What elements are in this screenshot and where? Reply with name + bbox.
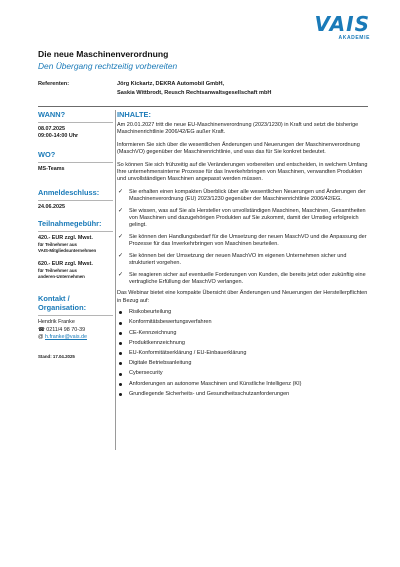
list-item: Anforderungen an autonome Maschinen und Künstliche Intelligenz (KI) bbox=[117, 381, 369, 388]
event-location: MS-Teams bbox=[38, 166, 65, 173]
list-item: Digitale Betriebsanleitung bbox=[117, 360, 369, 367]
page-title: Die neue Maschinenverordnung bbox=[38, 49, 169, 59]
where-heading: WO? bbox=[38, 150, 56, 160]
contact-heading-2: Organisation: bbox=[38, 303, 87, 313]
benefits-checklist bbox=[117, 189, 369, 286]
bullet-icon bbox=[119, 352, 122, 355]
list-item: Konformitätsbewertungsverfahren bbox=[117, 319, 369, 326]
deadline-date: 24.06.2025 bbox=[38, 203, 65, 210]
contact-phone: ☎ 0211/4 98 70-39 bbox=[38, 326, 86, 333]
fee-other-price: 620.- EUR zzgl. Mwst. bbox=[38, 261, 93, 268]
bullet-icon bbox=[119, 362, 122, 365]
contact-email-row bbox=[38, 334, 113, 341]
checkmark-icon: ✓ bbox=[118, 252, 124, 259]
bullet-icon bbox=[119, 393, 122, 396]
bullet-icon bbox=[119, 373, 122, 376]
when-heading: WANN? bbox=[38, 110, 66, 119]
event-time: 09:00-14:00 Uhr bbox=[38, 133, 79, 140]
topics-list bbox=[117, 309, 369, 398]
list-item: EU-Konformitätserklärung / EU-Einbauerklärung bbox=[117, 350, 369, 357]
bullet-icon bbox=[119, 311, 122, 314]
event-date: 08.07.2025 bbox=[38, 126, 65, 132]
list-item: ✓ Sie wissen, was auf Sie als Hersteller von unvollständigen Maschinen, Maschinen, Gesamtheiten von Maschinen und dazugehörigen Produkten auf Sie zukommt, damit der Umstieg erfolgreich gelingt. bbox=[118, 207, 366, 229]
list-item: Grundlegende Sicherheits- und Gesundheitsschutzanforderungen bbox=[117, 391, 369, 398]
fee-heading: Teilnahmegebühr: bbox=[38, 218, 102, 228]
email-icon: @ bbox=[38, 334, 44, 341]
logo-subtitle: AKADEMIE bbox=[338, 35, 370, 41]
list-item: Produktkennzeichnung bbox=[117, 340, 369, 347]
contact-heading-1: Kontakt / bbox=[38, 294, 70, 304]
list-item: ✓ Sie erhalten einen kompakten Überblick über alle wesentlichen Neuerungen und Änderungen der Maschinenverordnung (EU) 2023/1230 gegenüber der Maschinenrichtlinie 2006/42/EG. bbox=[118, 188, 366, 203]
bullet-icon bbox=[119, 342, 122, 345]
logo-wordmark: VAIS bbox=[314, 12, 370, 36]
checkmark-icon: ✓ bbox=[118, 188, 124, 195]
bullet-icon bbox=[119, 332, 122, 335]
checkmark-icon: ✓ bbox=[118, 271, 124, 278]
content-column bbox=[117, 110, 369, 401]
bullet-icon bbox=[119, 322, 122, 325]
content-heading: INHALTE: bbox=[117, 110, 151, 119]
intro-paragraph-3: So können Sie sich frühzeitig auf die Veränderungen vorbereiten und entscheiden, in welchem Umfang Ihre unternehmensinterne Prozesse für das Inverkehrbringen von Maschinen, verwandten Produkten und unvollständigen Maschinen angepasst werden müssen. bbox=[117, 161, 368, 183]
intro-paragraph-1: Am 20.01.2027 tritt die neue EU-Maschinenverordnung (2023/1230) in Kraft und setzt die bisherige Maschinenrichtlinie 2006/42/EG außer Kraft. bbox=[117, 122, 359, 136]
fee-member-note-2: VAIS-Mitgliedsunternehmen bbox=[38, 248, 97, 254]
vais-akademie-logo bbox=[300, 14, 370, 42]
referent-1: Jörg Kickartz, DEKRA Automobil GmbH, bbox=[117, 81, 225, 87]
contact-email-link[interactable]: h.franke@vais.de bbox=[44, 334, 88, 341]
sidebar-divider bbox=[38, 200, 113, 201]
info-sidebar bbox=[38, 110, 113, 360]
referents-names bbox=[117, 80, 271, 97]
checkmark-icon: ✓ bbox=[118, 207, 124, 214]
fee-other-note-1: für Teilnehmer aus bbox=[38, 268, 77, 274]
header-divider bbox=[38, 106, 368, 107]
sidebar-divider bbox=[38, 315, 113, 316]
list-item: Risikobeurteilung bbox=[117, 309, 369, 316]
intro-paragraph-2: Informieren Sie sich über die wesentlichen Änderungen und Neuerungen der Maschinenverordnung (MaschVO) gegenüber der Maschinenrichtlinie, und was das für Sie konkret bedeutet. bbox=[117, 141, 360, 156]
referent-2: Saskia Wittbrodt, Reusch Rechtsanwaltsgesellschaft mbH bbox=[117, 89, 272, 96]
sidebar-divider bbox=[38, 162, 113, 163]
list-item: CE-Kennzeichnung bbox=[117, 330, 369, 337]
referents-label: Referenten: bbox=[38, 81, 70, 87]
document-status: Stand: 17.04.2025 bbox=[38, 354, 75, 360]
checkmark-icon: ✓ bbox=[118, 233, 124, 240]
column-divider bbox=[115, 110, 116, 450]
sidebar-divider bbox=[38, 231, 113, 232]
fee-member-note-1: für Teilnehmer aus bbox=[38, 242, 77, 248]
page-subtitle: Den Übergang rechtzeitig vorbereiten bbox=[38, 61, 178, 71]
list-item: ✓ Sie reagieren sicher auf eventuelle Forderungen von Kunden, die bereits jetzt oder zukünftig eine vertragliche Erfüllung der MaschVO verlangen. bbox=[118, 271, 366, 285]
deadline-heading: Anmeldeschluss: bbox=[38, 187, 100, 197]
list-item: Cybersecurity bbox=[117, 370, 369, 377]
referents-row bbox=[38, 80, 368, 104]
list-item: ✓ Sie können den Handlungsbedarf für die Umsetzung der neuen MaschVO und die Anpassung der Prozesse für das Inverkehrbringen von Maschinen beurteilen. bbox=[118, 233, 367, 248]
list-item: ✓ Sie können bei der Umsetzung der neuen MaschVO im eigenen Unternehmen sicher und strukturiert vorgehen. bbox=[118, 252, 347, 267]
fee-other-note-2: anderen-Unternehmen bbox=[38, 274, 85, 280]
sidebar-divider bbox=[38, 122, 113, 123]
contact-name: Hendrik Franke bbox=[38, 319, 75, 326]
bullet-icon bbox=[119, 383, 122, 386]
topics-intro: Das Webinar bietet eine kompakte Übersicht über Änderungen und Neuerungen der Herstellerpflichten in Bezug auf: bbox=[117, 290, 368, 304]
fee-member-price: 420.- EUR zzgl. Mwst. bbox=[38, 234, 93, 241]
